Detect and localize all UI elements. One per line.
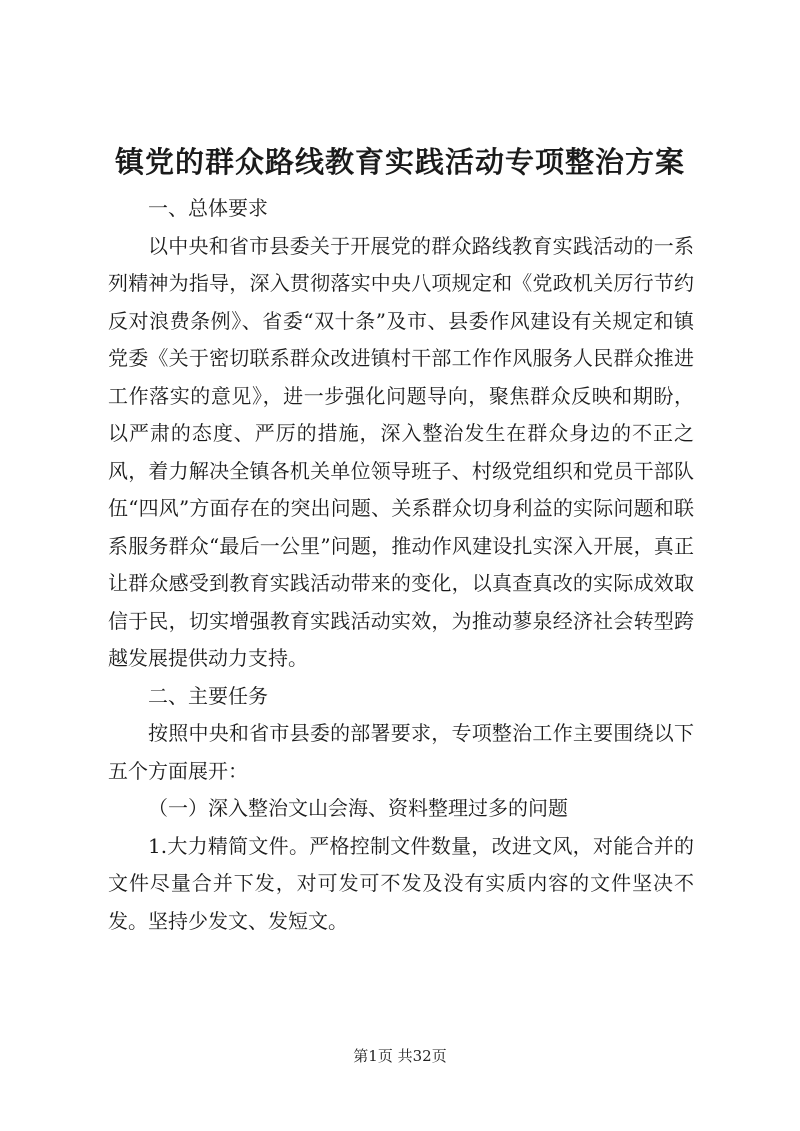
- document-title: 镇党的群众路线教育实践活动专项整治方案: [114, 145, 685, 179]
- section-heading-main-tasks: 二、主要任务: [148, 683, 268, 708]
- subsection-heading-1: （一）深入整治文山会海、资料整理过多的问题: [148, 796, 568, 820]
- paragraph-main-tasks-intro: 按照中央和省市县委的部署要求，专项整治工作主要围绕以下五个方面展开：: [108, 721, 694, 783]
- paragraph-general-requirements: 以中央和省市县委关于开展党的群众路线教育实践活动的一系列精神为指导，深入贯彻落实中央八项规定和《党政机关厉行节约反对浪费条例》、省委“双十条”及市、县委作风建设有关规定和镇党委《关于密切联系群众改进镇村干部工作作风服务人民群众推进工作落实的意见》，进一步强化问题导向，聚焦群众反映和期盼，以严肃的态度、严厉的措施，深入整治发生在群众身边的不正之风，着力解决全镇各机关单位领导班子、村级党组织和党员干部队伍“四风”方面存在的突出问题、关系群众切身利益的实际问题和联系服务群众“最后一公里”问题，推动作风建设扎实深入开展，真正让群众感受到教育实践活动带来的变化，以真查真改的实际成效取信于民，切实增强教育实践活动实效，为推动蓼泉经济社会转型跨越发展提供动力支持。: [108, 233, 694, 670]
- document-body: [108, 190, 694, 940]
- page-number-footer: 第1页 共32页: [353, 1047, 447, 1065]
- paragraph-streamline-documents: 1.大力精简文件。严格控制文件数量，改进文风，对能合并的文件尽量合并下发，对可发可不发及没有实质内容的文件坚决不发。坚持少发文、发短文。: [108, 833, 694, 933]
- section-heading-general-requirements: 一、总体要求: [148, 196, 268, 220]
